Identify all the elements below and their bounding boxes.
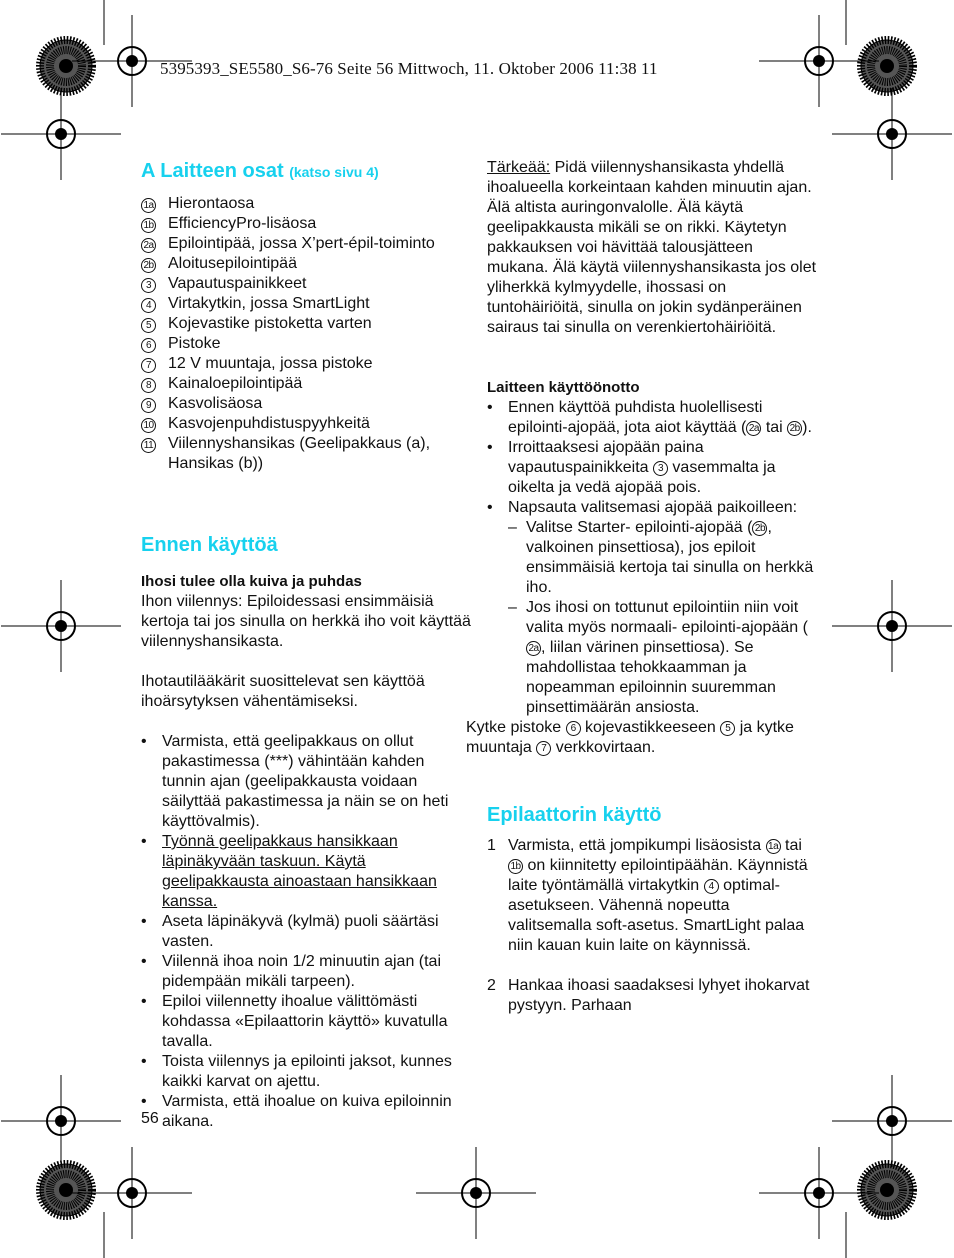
step-number: 1 xyxy=(487,837,496,854)
ref-mark: 2a xyxy=(746,421,761,436)
text: Jos ihosi on tottunut epilointiin niin voit valita myös normaali- epilointi-ajopään ( xyxy=(526,599,808,636)
parts-list-item xyxy=(141,374,471,394)
ref-mark: 2b xyxy=(752,521,767,536)
ref-mark: 8 xyxy=(141,378,156,393)
text: Ennen käyttöä puhdista huolellisesti epilointi-ajopää, jota aiot käyttää ( xyxy=(508,399,763,436)
list-item xyxy=(487,836,817,956)
left-column xyxy=(141,158,471,1132)
part-label: Vapautuspainikkeet xyxy=(168,275,307,292)
text: Varmista, että jompikumpi lisäosista xyxy=(508,837,766,854)
connect-paragraph xyxy=(466,718,817,758)
ref-mark: 7 xyxy=(141,358,156,373)
parts-list-item xyxy=(141,394,471,414)
text: Kytke pistoke xyxy=(466,719,566,736)
ref-mark: 3 xyxy=(141,278,156,293)
ref-mark: 6 xyxy=(566,721,581,736)
ref-mark: 6 xyxy=(141,338,156,353)
ref-mark: 10 xyxy=(141,418,156,433)
setup-subtitle: Laitteen käyttöönotto xyxy=(487,379,640,396)
ref-mark: 7 xyxy=(536,741,551,756)
text: tai xyxy=(780,837,802,854)
ref-mark: 11 xyxy=(141,438,156,453)
parts-title: A Laitteen osat xyxy=(141,160,284,182)
bullet-text: Toista viilennys ja epilointi jaksot, kunnes kaikki karvat on ajettu. xyxy=(162,1053,452,1090)
part-label: 12 V muuntaja, jossa pistoke xyxy=(168,355,373,372)
parts-list-item xyxy=(141,254,471,274)
print-header: 5395393_SE5580_S6-76 Seite 56 Mittwoch, 11. Oktober 2006 11:38 11 xyxy=(160,59,658,78)
part-label: Kasvolisäosa xyxy=(168,395,263,412)
text: Irroittaaksesi ajopään paina vapautuspainikkeita xyxy=(508,439,704,476)
list-item: • Aseta läpinäkyvä (kylmä) puoli säärtäsi vasten. xyxy=(141,912,471,952)
important-text: Pidä viilennyshansikasta yhdellä ihoalueella korkeintaan kahden minuutin ajan. Älä altista auringonvalolle. Älä käytä geelipakkausta mikäli se on rikki. Käytetyn pakkauksen voi hävittää talousjätteen mukana. Älä käytä viilennyshansikasta jos olet yliherkkä kylmyydelle, ihossasi on tuntohäiriöitä, sinulla on jokin sydänperäinen sairaus tai sinulla on verenkiertohäiriöitä. xyxy=(487,159,817,336)
bullet-text: Viilennä ihoa noin 1/2 minuutin ajan (tai pidempään mikäli tarpeen). xyxy=(162,953,442,990)
part-label: EfficiencyPro-lisäosa xyxy=(168,215,317,232)
ref-mark: 5 xyxy=(720,721,735,736)
list-item: • Toista viilennys ja epilointi jaksot, kunnes kaikki karvat on ajettu. xyxy=(141,1052,471,1092)
ref-mark: 1a xyxy=(141,198,156,213)
text: Valitse Starter- epilointi-ajopää ( xyxy=(526,519,753,536)
ref-mark: 2a xyxy=(141,238,156,253)
parts-list xyxy=(141,194,471,474)
ref-mark: 1a xyxy=(766,839,781,854)
part-label: Viilennyshansikas (Geelipakkaus (a), Hansikas (b)) xyxy=(168,435,431,472)
parts-list-item xyxy=(141,354,471,374)
step-number: 2 xyxy=(487,977,496,994)
text: vasemmalta ja oikelta ja vedä ajopää pois. xyxy=(508,459,776,496)
list-item: • Varmista, että geelipakkaus on ollut pakastimessa (***) vähintään kahden tunnin ajan (geelipakkausta voidaan säilyttää pakastimessa ja näin se on heti käyttövalmis). xyxy=(141,732,471,832)
bullet-text: Varmista, että ihoalue on kuiva epiloinnin aikana. xyxy=(162,1093,452,1130)
text: ). xyxy=(802,419,812,436)
parts-list-item xyxy=(141,314,471,334)
before-bullets xyxy=(141,732,471,1132)
usage-heading: Epilaattorin käyttö xyxy=(487,804,662,826)
bullet-text: Epiloi viilennetty ihoalue välittömästi kohdassa «Epilaattorin käyttö» kuvatulla tavalla. xyxy=(162,993,448,1050)
text: on kiinnitetty epilointipäähän. Käynnistä laite työntämällä virtakytkin xyxy=(508,857,808,894)
text: kojevastikkeeseen xyxy=(580,719,721,736)
ref-mark: 2b xyxy=(141,258,156,273)
ref-mark: 4 xyxy=(704,879,719,894)
before-subtitle: Ihosi tulee olla kuiva ja puhdas xyxy=(141,573,362,590)
parts-list-item xyxy=(141,194,471,214)
list-item: • Irroittaaksesi ajopään paina vapautuspainikkeita 3 vasemmalta ja oikelta ja vedä ajopää pois. xyxy=(487,439,776,496)
list-item: • Epiloi viilennetty ihoalue välittömästi kohdassa «Epilaattorin käyttö» kuvatulla tavalla. xyxy=(141,992,471,1052)
ref-mark: 2b xyxy=(787,421,802,436)
usage-steps xyxy=(487,836,817,1016)
parts-list-item xyxy=(141,414,471,434)
setup-sub-list xyxy=(508,518,817,718)
ref-mark: 4 xyxy=(141,298,156,313)
ref-mark: 1b xyxy=(508,859,523,874)
list-item: – Valitse Starter- epilointi-ajopää ( 2b , valkoinen pinsettiosa), jos epiloit ensimmäisiä kertoja tai sinulla on herkkä iho. xyxy=(508,519,814,596)
ref-mark: 5 xyxy=(141,318,156,333)
text: , liilan värinen pinsettiosa). Se mahdollistaa tehokkaamman ja nopeamman epiloinnin suuremman pinsettimäärän ansiosta. xyxy=(526,639,776,716)
page-number: 56 xyxy=(141,1110,159,1127)
before-paragraph-1: Ihon viilennys: Epiloidessasi ensimmäisiä kertoja tai jos sinulla on herkkä iho voit käyttää viilennyshansikasta. xyxy=(141,593,471,650)
text: , valkoinen pinsettiosa), jos epiloit ensimmäisiä kertoja tai sinulla on herkkä iho. xyxy=(526,519,814,596)
bullet-text: Varmista, että geelipakkaus on ollut pakastimessa (***) vähintään kahden tunnin ajan (geelipakkausta voidaan säilyttää pakastimessa ja näin se on heti käyttövalmis). xyxy=(162,733,449,830)
setup-bullets xyxy=(487,398,817,718)
bullet-text: Työnnä geelipakkaus hansikkaan läpinäkyvään taskuun. Käytä geelipakkausta ainoastaan hansikkaan kanssa. xyxy=(162,833,437,910)
text: optimal-asetukseen. Vähennä nopeutta valitsemalla soft-asetus. SmartLight palaa niin kauan kuin laite on käynnissä. xyxy=(508,877,805,954)
text: ja kytke muuntaja xyxy=(466,719,794,756)
text: Hankaa ihoasi saadaksesi lyhyet ihokarvat pystyyn. Parhaan xyxy=(508,977,810,1014)
list-item: – Jos ihosi on tottunut epilointiin niin voit valita myös normaali- epilointi-ajopään (2a , liilan värinen pinsettiosa). Se mahdollistaa tehokkaamman ja nopeamman epiloinnin suuremman pinsettimäärän ansiosta. xyxy=(508,599,808,716)
text: Napsauta valitsemasi ajopää paikoilleen: xyxy=(508,499,798,516)
list-item: • Ennen käyttöä puhdista huolellisesti epilointi-ajopää, jota aiot käyttää ( 2a tai 2b ). xyxy=(487,399,812,436)
ref-mark: 2a xyxy=(526,641,541,656)
before-paragraph-2: Ihotautilääkärit suosittelevat sen käyttöä ihoärsytyksen vähentämiseksi. xyxy=(141,673,425,710)
list-item: • Varmista, että ihoalue on kuiva epiloinnin aikana. xyxy=(141,1092,471,1132)
part-label: Hierontaosa xyxy=(168,195,255,212)
list-item xyxy=(487,976,817,1016)
parts-list-item xyxy=(141,214,471,234)
list-item: • Napsauta valitsemasi ajopää paikoilleen: – Valitse Starter- epilointi-ajopää ( 2b , valkoinen pinsettiosa), jos epiloit ensimmäisiä kertoja tai sinulla on herkkä iho. – Jos ihosi on tottunut epilointiin niin voit valita myös normaali- epilointi-ajopään (2a , liilan värinen pinsettiosa). Se mahdollistaa tehokkaamman ja nopeamman epiloinnin suuremman pinsettimäärän ansiosta. xyxy=(487,498,817,718)
parts-list-item xyxy=(141,334,471,354)
list-item: • Työnnä geelipakkaus hansikkaan läpinäkyvään taskuun. Käytä geelipakkausta ainoastaan hansikkaan kanssa. xyxy=(141,832,471,912)
ref-mark: 9 xyxy=(141,398,156,413)
list-item: • Viilennä ihoa noin 1/2 minuutin ajan (tai pidempään mikäli tarpeen). xyxy=(141,952,471,992)
part-label: Kainaloepilointipää xyxy=(168,375,303,392)
part-label: Virtakytkin, jossa SmartLight xyxy=(168,295,370,312)
ref-mark: 1b xyxy=(141,218,156,233)
parts-list-item xyxy=(141,274,471,294)
ref-mark: 3 xyxy=(653,461,668,476)
important-note xyxy=(487,158,817,338)
part-label: Aloitusepilointipää xyxy=(168,255,297,272)
text: verkkovirtaan. xyxy=(551,739,656,756)
text: tai xyxy=(761,419,788,436)
bullet-text: Aseta läpinäkyvä (kylmä) puoli säärtäsi vasten. xyxy=(162,913,439,950)
before-heading: Ennen käyttöä xyxy=(141,534,278,556)
parts-heading xyxy=(141,158,471,185)
part-label: Epilointipää, jossa X’pert-épil-toiminto xyxy=(168,235,435,252)
part-label: Kasvojenpuhdistuspyyhkeitä xyxy=(168,415,370,432)
parts-list-item xyxy=(141,294,471,314)
important-label: Tärkeää: xyxy=(487,159,551,176)
parts-reference: (katso sivu 4) xyxy=(289,164,379,180)
parts-list-item xyxy=(141,434,471,474)
part-label: Kojevastike pistoketta varten xyxy=(168,315,372,332)
part-label: Pistoke xyxy=(168,335,221,352)
parts-list-item xyxy=(141,234,471,254)
right-column xyxy=(466,158,817,1016)
